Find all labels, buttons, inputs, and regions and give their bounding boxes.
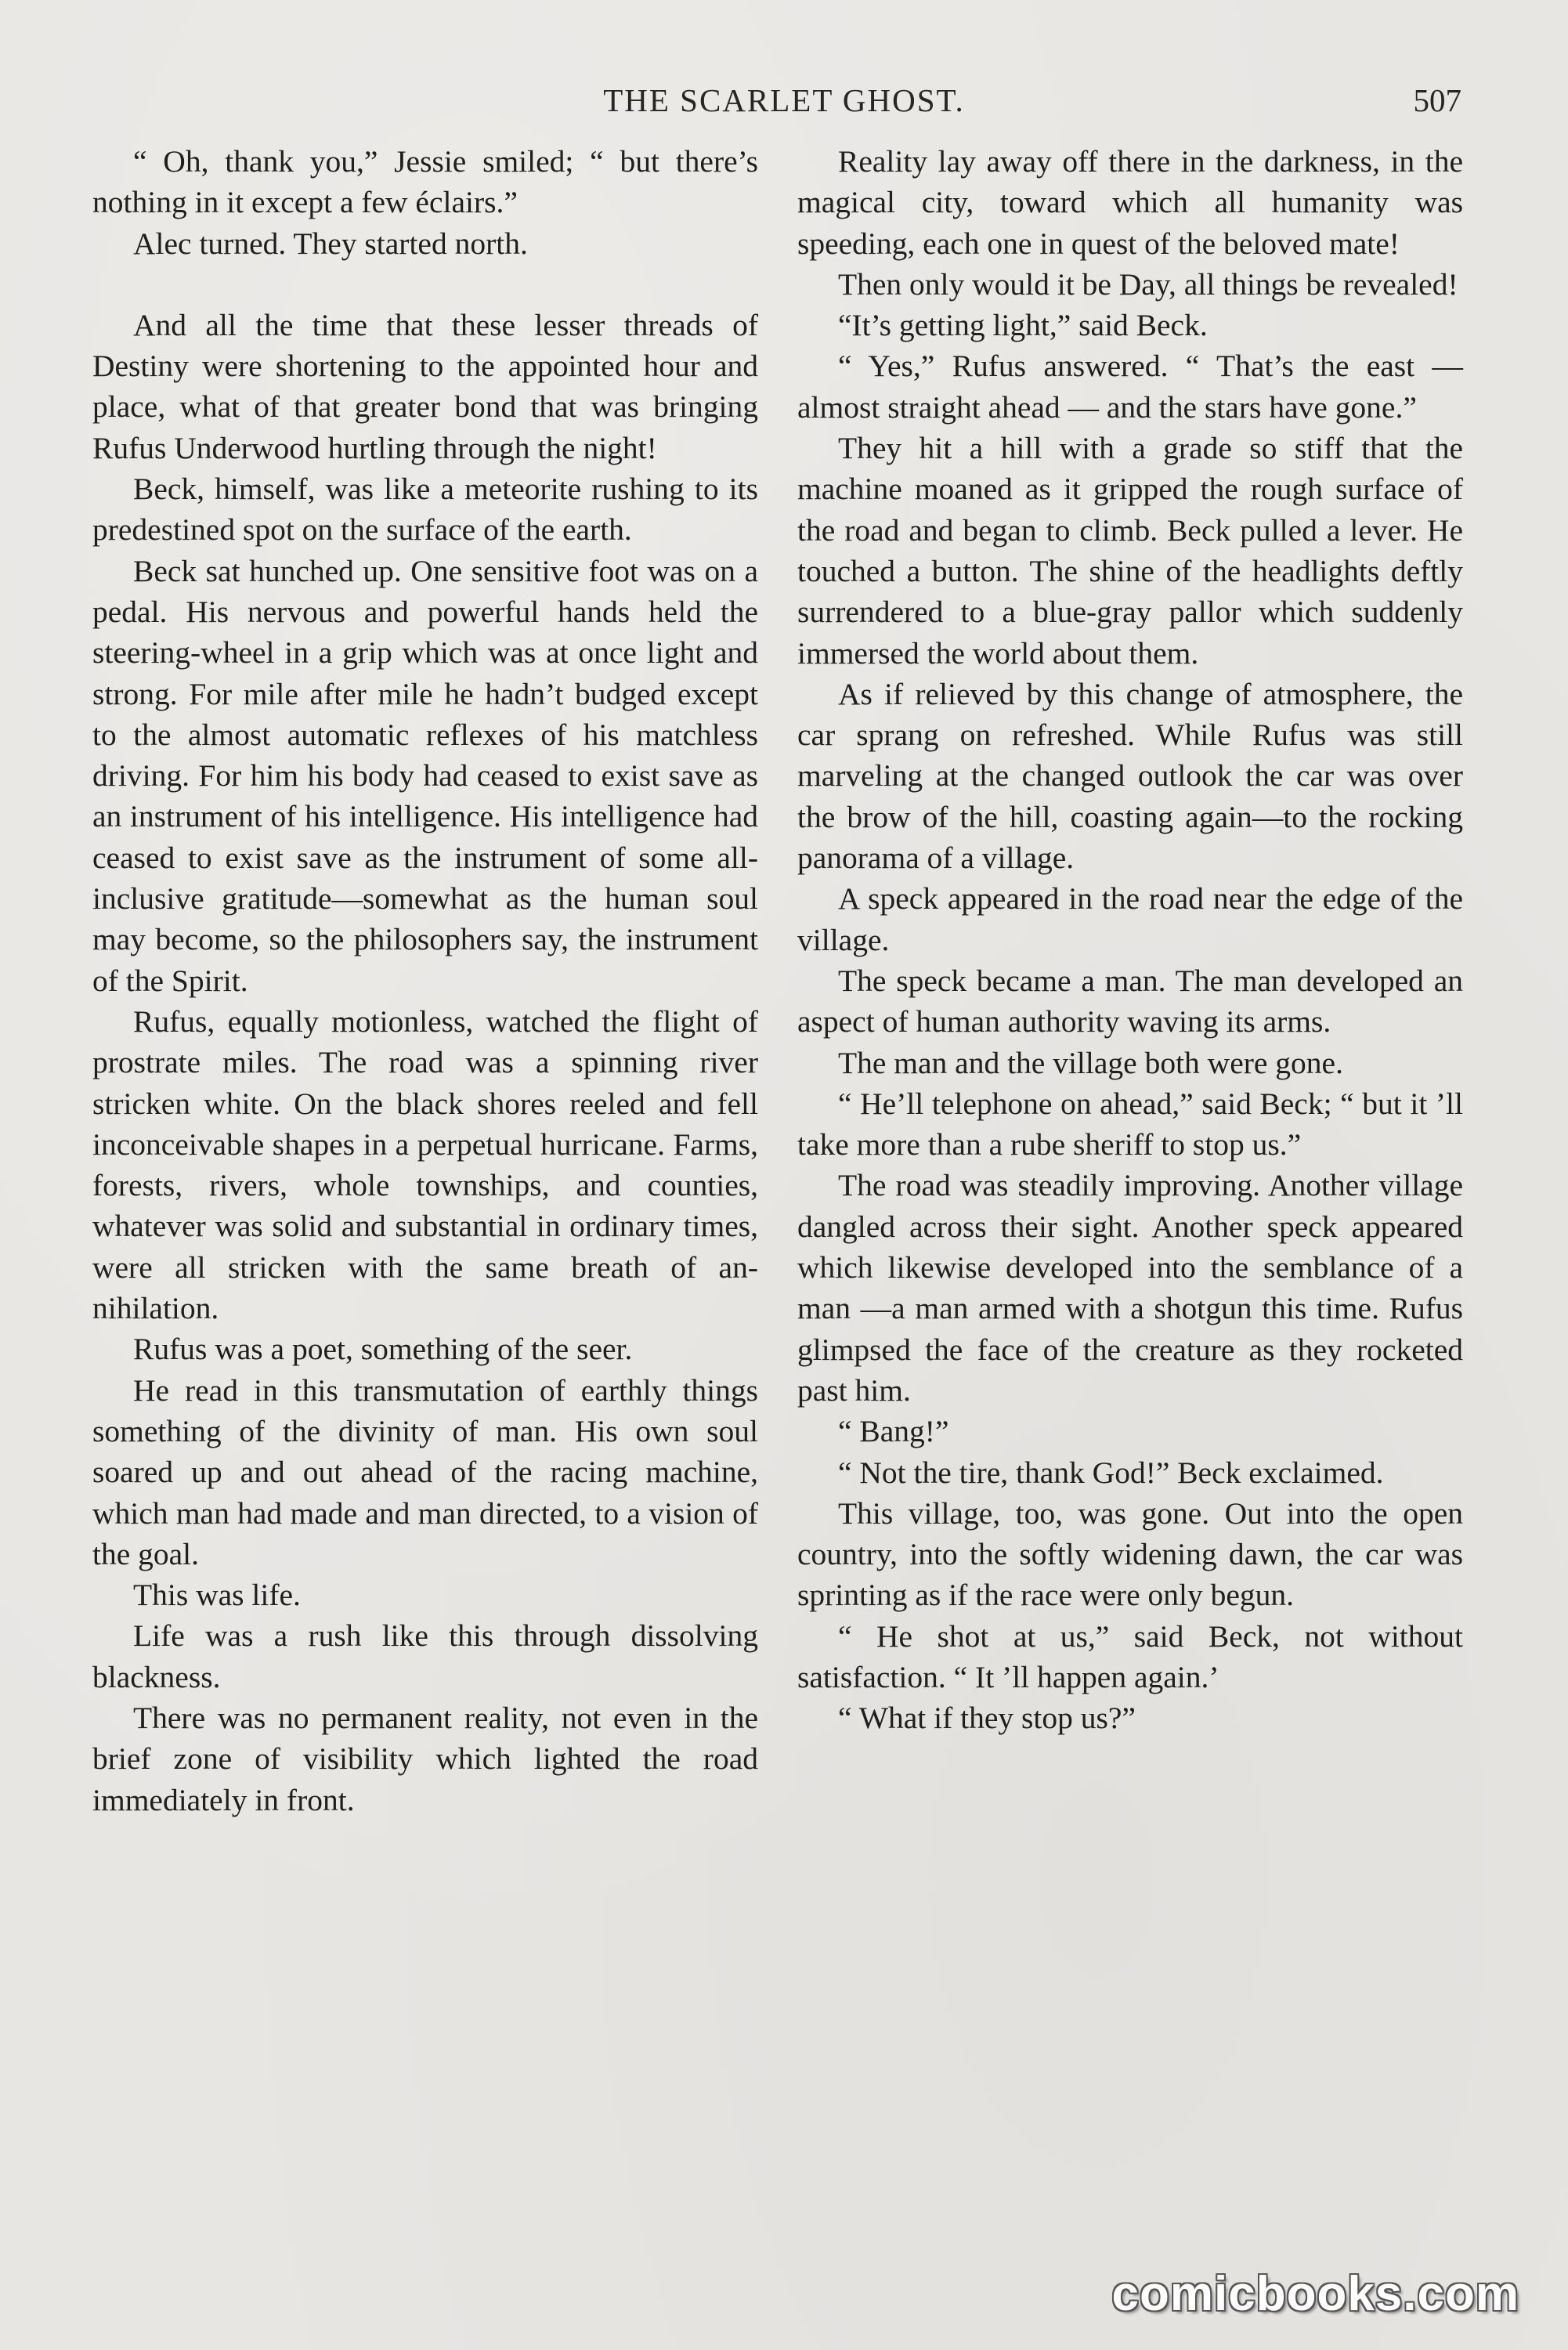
paragraph: “ Oh, thank you,” Jessie smiled; “ but there’s nothing in it except a few éclairs.” [92, 144, 758, 220]
paragraph: The road was steadily improving. Another village dangled across their sight. Another speck appeared which likewise developed into the semblance of a man —a man armed with a shotgun this time. Rufus glimpsed the face of the creature as they rocketed past him. [797, 1168, 1463, 1408]
paragraph: The man and the village both were gone. [838, 1045, 1343, 1080]
paragraph: “ What if they stop us?” [838, 1701, 1136, 1736]
paragraph: Rufus, equally motionless, watched the flight of prostrate miles. The road was a spinning river stricken white. On the black shores reeled and fell inconceivable shapes in a perpetual hurricane. Farms, forests, rivers, whole townships, and counties, whatever was solid and substantial in ordinary times, were all stricken with the same breath of annihilation. [92, 1003, 758, 1326]
right-column [797, 141, 1463, 1739]
paragraph: He read in this transmutation of earthly things something of the divinity of man. His own soul soared up and out ahead of the racing machine, which man had made and man directed, to a vision of the goal. [92, 1372, 758, 1571]
paragraph: “ Yes,” Rufus answered. “ That’s the east — almost straight ahead — and the stars have gone.” [797, 349, 1463, 425]
left-column [92, 141, 758, 1820]
paragraph: Alec turned. They started north. [133, 226, 528, 261]
running-title: THE SCARLET GHOST. [603, 82, 965, 118]
paragraph: This village, too, was gone. Out into the open country, into the softly widening dawn, the car was sprinting as if the race were only begun. [797, 1495, 1463, 1613]
watermark-logo: comicbooks.com [1111, 2267, 1519, 2321]
paragraph: “ Not the tire, thank God!” Beck exclaimed. [838, 1455, 1384, 1490]
paragraph: This was life. [133, 1578, 301, 1613]
paragraph: Reality lay away off there in the darkness, in the magical city, toward which all humanity was speeding, each one in quest of the beloved mate! [797, 144, 1463, 261]
paragraph: Then only would it be Day, all things be revealed! [838, 266, 1458, 302]
paragraph: Beck, himself, was like a meteorite rushing to its predestined spot on the surface of the earth. [92, 472, 758, 548]
paragraph: And all the time that these lesser threads of Destiny were shortening to the appointed hour and place, what of that greater bond that was bringing Rufus Underwood hurtling through the night! [92, 307, 758, 465]
running-head [0, 81, 1568, 128]
paragraph: They hit a hill with a grade so stiff that the machine moaned as it gripped the rough surface of the road and began to climb. Beck pulled a lever. He touched a button. The shine of the headlights deftly surrendered to a blue-gray pallor which suddenly immersed the world about them. [797, 431, 1463, 671]
paragraph: “It’s getting light,” said Beck. [838, 308, 1208, 343]
paragraph: “ He shot at us,” said Beck, not without satisfaction. “ It ’ll happen again.’ [797, 1618, 1463, 1694]
paragraph: Beck sat hunched up. One sensitive foot was on a pedal. His nervous and powerful hands held the steering-wheel in a grip which was at once light and strong. For mile after mile he hadn’t budged except to the almost automatic reflexes of his matchless driving. For him his body had ceased to exist save as an instrument of his intelligence. His intelligence had ceased to exist save as the instrument of some all-inclusive gratitude—somewhat as the human soul may become, so the philosophers say, the instrument of the Spirit. [92, 553, 758, 998]
paragraph: “ Bang!” [838, 1414, 949, 1449]
page-number: 507 [1413, 82, 1461, 118]
paragraph: There was no permanent reality, not even in the brief zone of visibility which lighted the road immediately in front. [92, 1700, 758, 1817]
paragraph: The speck became a man. The man developed an aspect of human authority waving its arms. [797, 963, 1463, 1039]
paragraph: As if relieved by this change of atmosphere, the car sprang on refreshed. While Rufus was still marveling at the changed outlook the car was over the brow of the hill, coasting again—to the rocking panorama of a village. [797, 676, 1463, 876]
paragraph: A speck appeared in the road near the edge of the village. [797, 881, 1463, 957]
paragraph: Life was a rush like this through dissolving blackness. [92, 1618, 758, 1694]
paragraph: “ He’ll telephone on ahead,” said Beck; “ but it ’ll take more than a rube sheriff to stop us.” [797, 1086, 1463, 1162]
paragraph: Rufus was a poet, something of the seer. [133, 1332, 633, 1367]
